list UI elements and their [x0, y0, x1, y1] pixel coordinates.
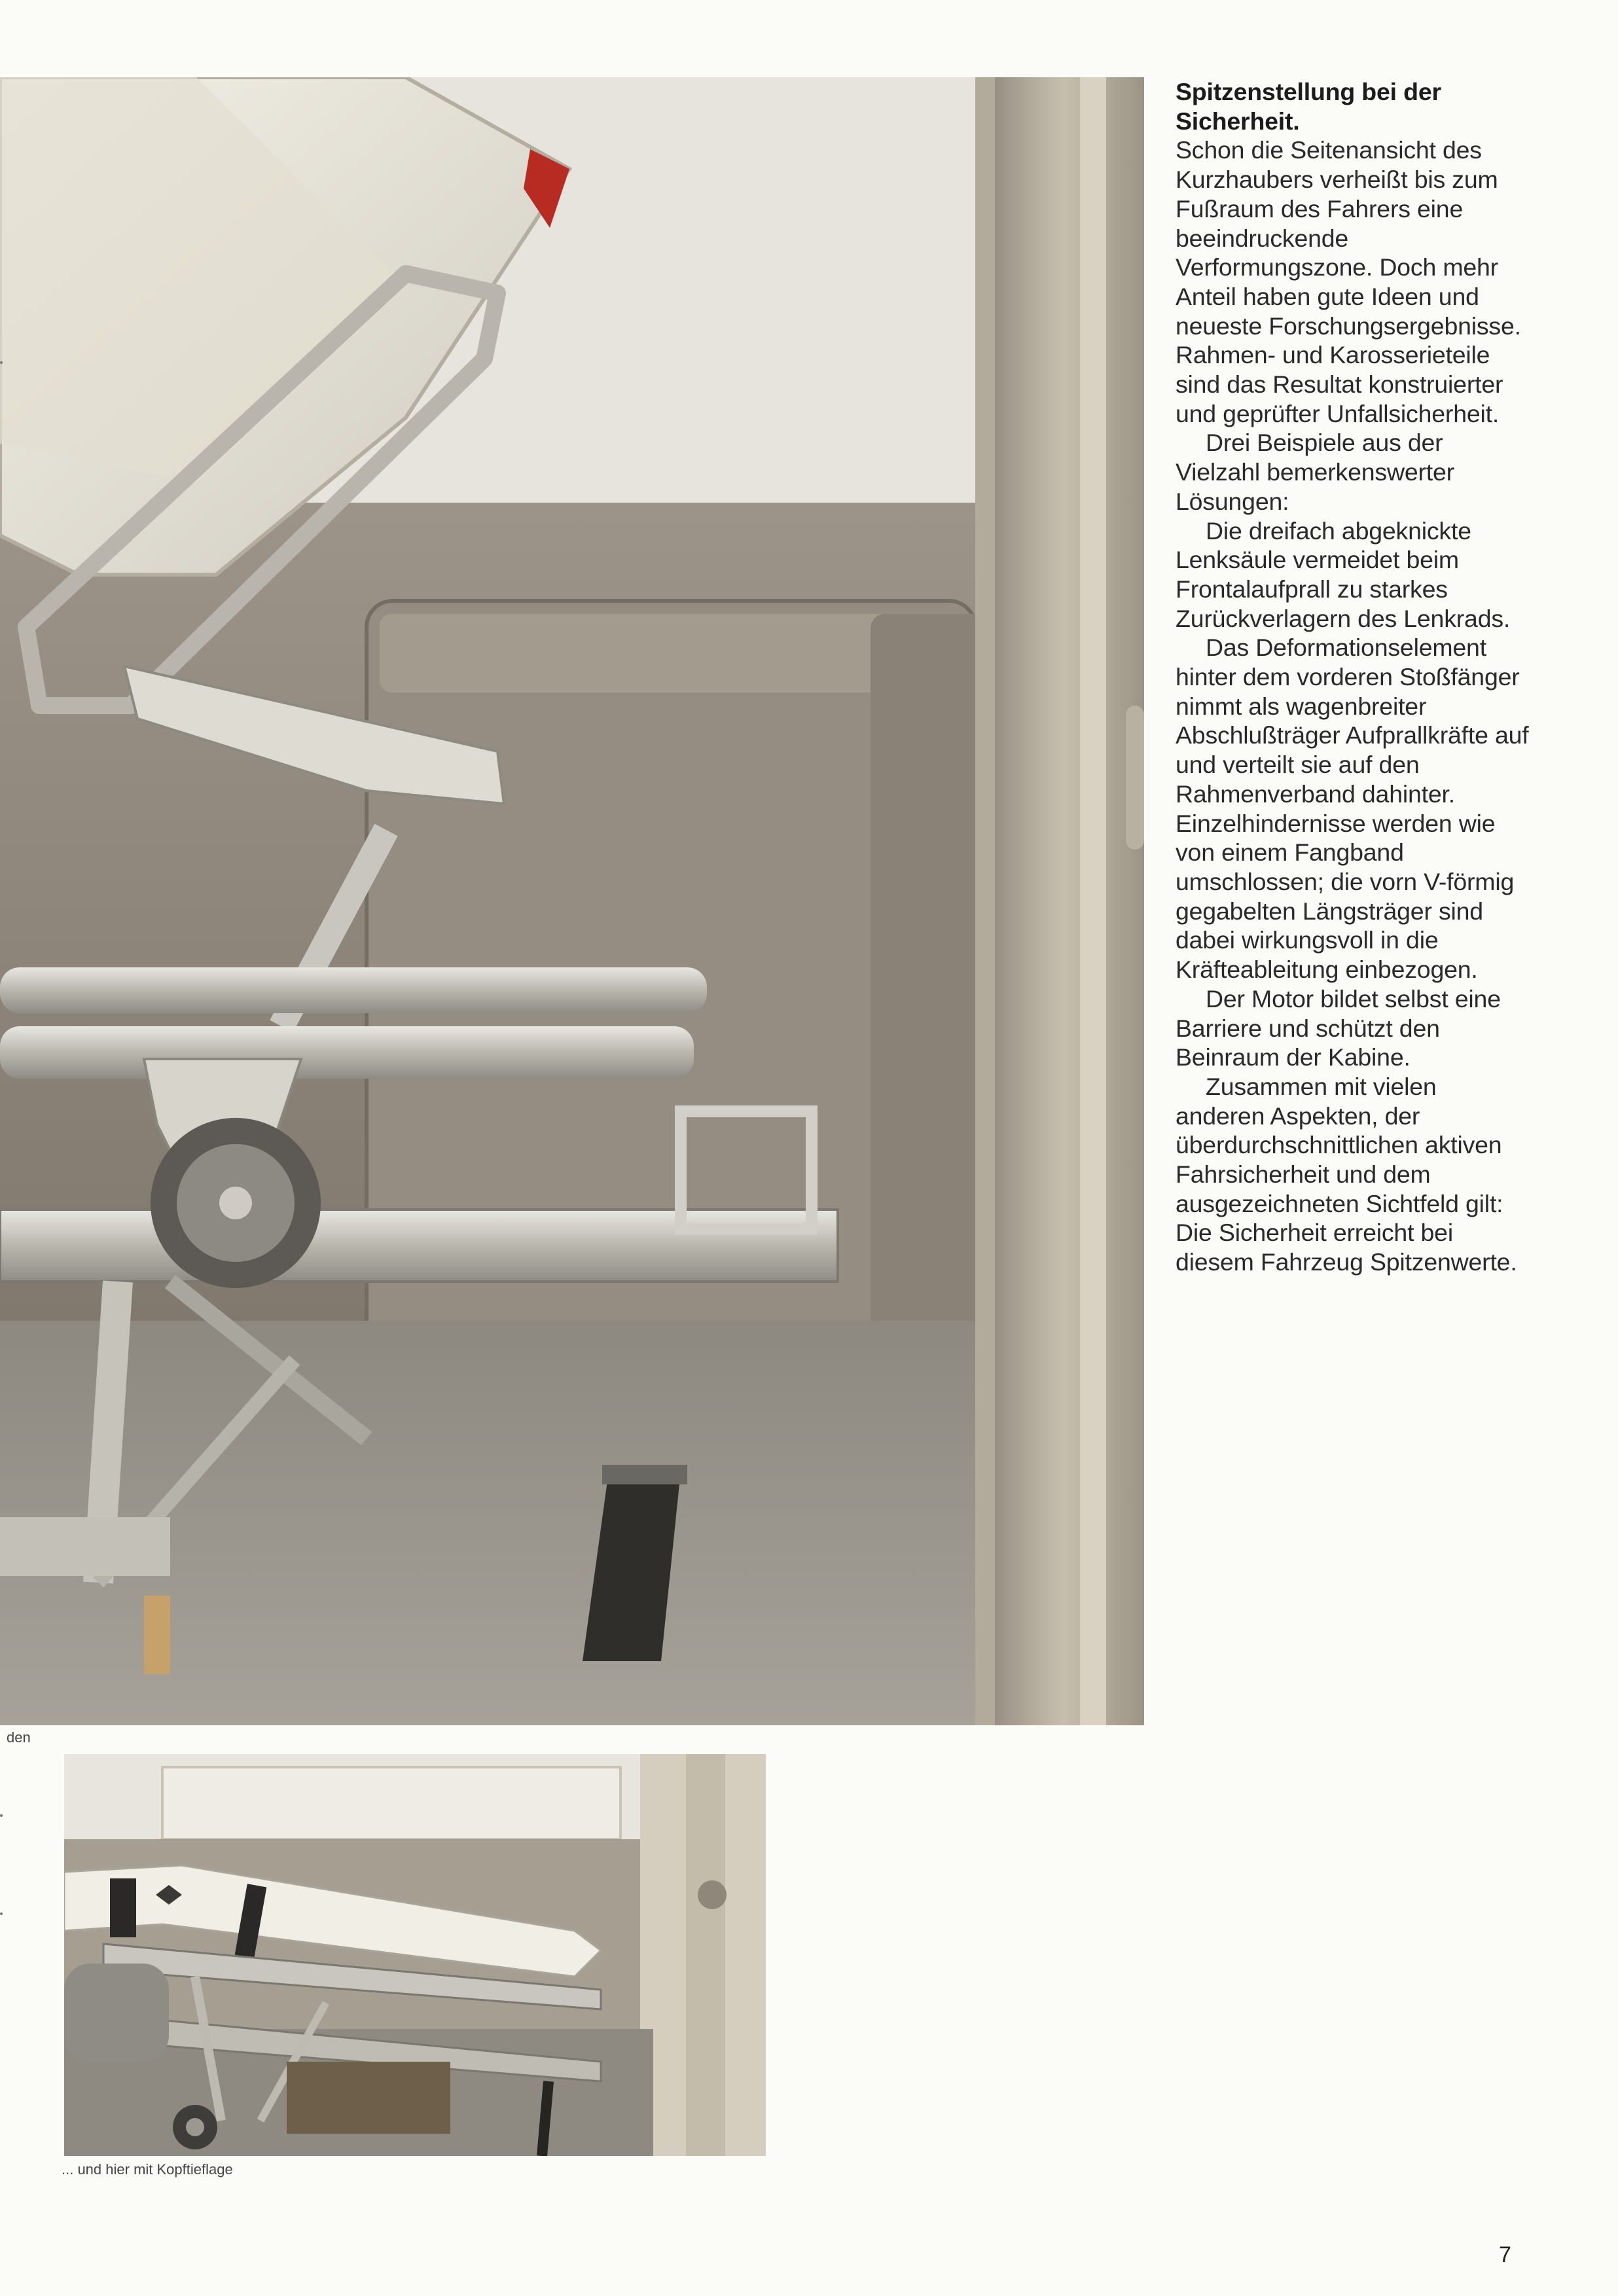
stretcher-head-down-photo [64, 1754, 766, 2156]
stretcher-raised-photo [0, 77, 1144, 1725]
article-paragraph: Drei Beispiele aus der Vielzahl bemerkenswerter Lösungen: [1176, 429, 1454, 515]
article-heading: Spitzenstellung bei der Sicherheit. [1176, 78, 1441, 135]
page-number: 7 [1499, 2242, 1511, 2267]
article-column [1176, 77, 1529, 1277]
article-paragraph: Die dreifach abgeknickte Lenksäule vermeidet beim Frontalaufprall zu starkes Zurückverlagern des Lenkrads. [1176, 516, 1511, 632]
article-paragraph: Schon die Seitenansicht des Kurzhaubers verheißt bis zum Fußraum des Fahrers eine beeindruckende Verformungszone. Doch mehr Anteil haben gute Ideen und neueste Forschungsergebnisse. Rahmen- und Karosserieteile sind das Resultat konstruierter und geprüfter Unfallsicherheit. [1176, 136, 1521, 427]
article-paragraph: Zusammen mit vielen anderen Aspekten, der überdurchschnittlichen aktiven Fahrsicherheit und dem ausgezeichneten Sichtfeld gilt: Die Sicherheit erreicht bei diesem Fahrzeug Spitzenwerte. [1176, 1072, 1517, 1276]
article-paragraph: Der Motor bildet selbst eine Barriere und schützt den Beinraum der Kabine. [1176, 984, 1501, 1071]
article-paragraph: Das Deformationselement hinter dem vorderen Stoßfänger nimmt als wagenbreiter Abschlußträger Aufprallkräfte auf und verteilt sie auf den Rahmenverband dahinter. Einzelhindernisse werden wie von einem Fangband umschlossen; die vorn V-förmig gegabelten Längsträger sind dabei wirkungsvoll in die Kräfteableitung einbezogen. [1176, 634, 1529, 984]
main-photo-caption-fragment: den [7, 1729, 31, 1746]
margin-mark [0, 361, 3, 364]
margin-mark [0, 1814, 3, 1817]
margin-mark [0, 1912, 3, 1915]
small-photo-caption: ... und hier mit Kopftieflage [62, 2161, 233, 2178]
